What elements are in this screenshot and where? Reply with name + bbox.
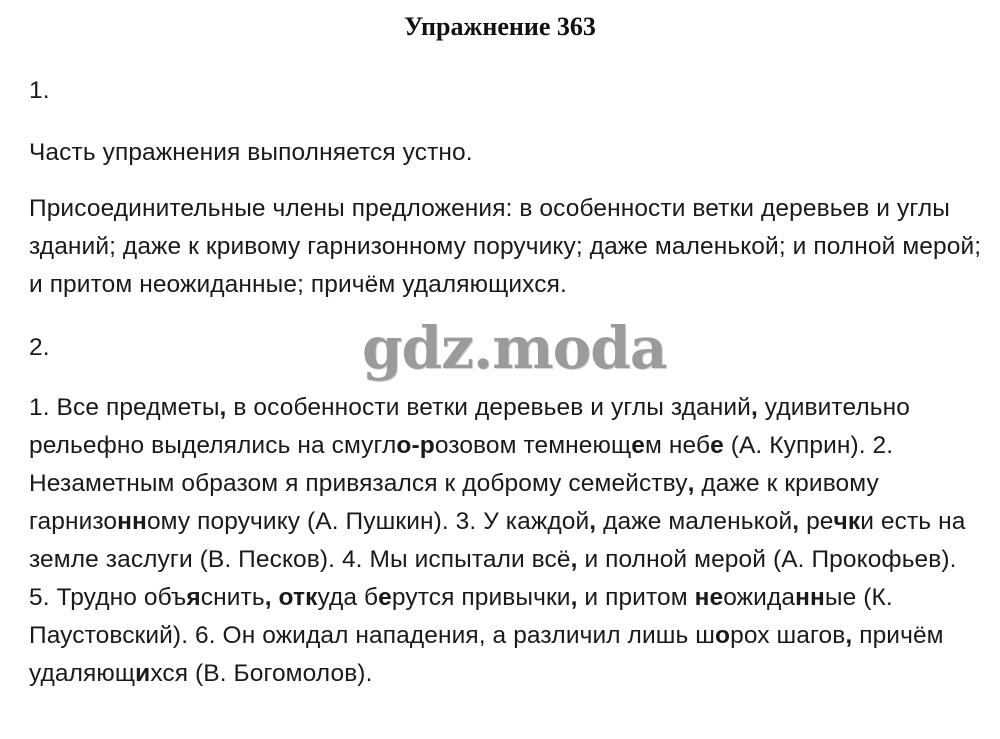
section-1-answer: Присоединительные члены предложения: в особенности ветки деревьев и углы зданий; даже к кривому гарнизонному поручику; даже маленькой; и полной мерой; и притом неожиданные; причём удаляющихся. (29, 195, 982, 298)
highlighted-fragment: , (570, 584, 578, 611)
text-fragment: даже к кривому гарнизо (29, 470, 879, 535)
text-fragment: (А. Куприн). 2. Незаметным образом я привязался к доброму семейству (29, 432, 894, 497)
highlighted-fragment: и (135, 660, 151, 687)
text-fragment: даже маленькой (596, 508, 793, 535)
text-fragment: удивительно рельефно выделялись на смугл (29, 394, 910, 459)
highlighted-fragment: нн (795, 584, 825, 611)
highlighted-fragment: о-р (396, 432, 435, 459)
highlighted-fragment: чк (833, 508, 861, 535)
text-fragment: в особенности ветки деревьев и углы зданий (226, 394, 751, 421)
text-fragment: ому поручику (А. Пушкин). 3. У каждой (146, 508, 590, 535)
text-fragment (272, 584, 279, 611)
highlighted-fragment: , (845, 622, 853, 649)
text-fragment: 1. Все предметы (29, 394, 220, 421)
highlighted-fragment: не (694, 584, 724, 611)
section-1-intro: Часть упражнения выполняется устно. (29, 139, 473, 166)
highlighted-fragment: , (792, 508, 800, 535)
highlighted-fragment: нн (117, 508, 147, 535)
text-fragment: и полной мерой (А. Прокофьев). 5. Трудно объ (29, 546, 957, 611)
highlighted-fragment: я (186, 584, 201, 611)
highlighted-fragment: , (750, 394, 758, 421)
section-1-number: 1. (29, 77, 50, 104)
page-title: Упражнение 363 (404, 12, 596, 41)
highlighted-fragment: , (687, 470, 695, 497)
text-fragment: рутся привычки (391, 584, 571, 611)
highlighted-fragment: , (219, 394, 227, 421)
text-fragment: рох шагов (730, 622, 846, 649)
text-fragment: озовом темнеющ (434, 432, 632, 459)
highlighted-fragment: , (570, 546, 578, 573)
highlighted-fragment: отк (278, 584, 318, 611)
text-fragment: хся (В. Богомолов). (150, 660, 373, 687)
section-2-sentences (29, 389, 984, 693)
text-fragment: ожида (723, 584, 796, 611)
text-fragment: и есть на земле заслуги (В. Песков). 4. Мы испытали всё (29, 508, 966, 573)
text-fragment: причём удаляющ (29, 622, 944, 687)
text-fragment: ре (799, 508, 834, 535)
highlighted-fragment: е (378, 584, 392, 611)
text-fragment: и притом (577, 584, 695, 611)
highlighted-fragment: о (715, 622, 731, 649)
section-2-number: 2. (29, 334, 50, 361)
watermark-logo: gdz.moda (362, 314, 667, 382)
text-fragment: ые (К. Паустовский). 6. Он ожидал нападения, а различил лишь ш (29, 584, 893, 649)
text-fragment: снить (200, 584, 265, 611)
highlighted-fragment: е (631, 432, 646, 459)
text-fragment: уда б (317, 584, 379, 611)
highlighted-fragment: е (710, 432, 724, 459)
highlighted-fragment: , (264, 584, 272, 611)
highlighted-fragment: , (589, 508, 597, 535)
text-fragment: м неб (645, 432, 711, 459)
